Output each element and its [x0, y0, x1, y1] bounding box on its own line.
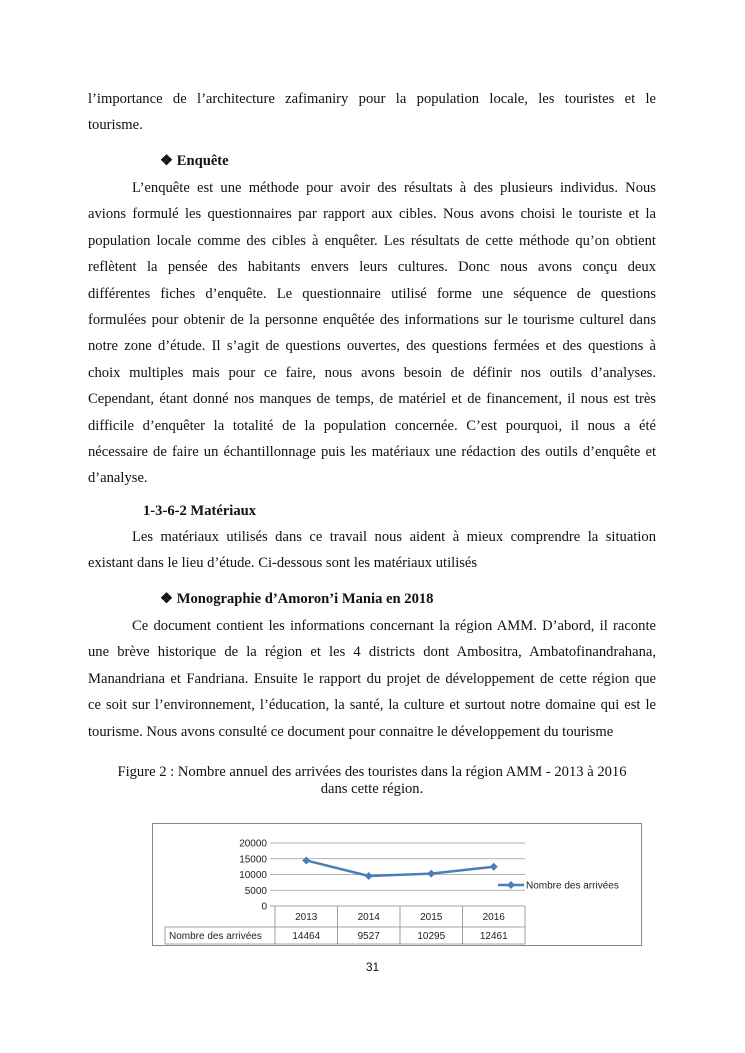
page-number: 31 [365, 960, 380, 974]
text-line: difficile d’enquêter la totalité de la population concernée. C’est pourquoi, il nous a été [88, 417, 656, 434]
text-line: Manandriana et Fandriana. Ensuite le rapport du projet de développement de cette région que [88, 670, 656, 687]
table-value: 14464 [292, 931, 321, 942]
y-tick-label: 5000 [244, 885, 267, 897]
text-line: une brève historique de la région et les 4 districts dont Ambositra, Ambatofinandrahana, [88, 644, 656, 661]
text-line: reflètent la pensée des habitants envers leurs cultures. Donc nous avons conçu deux [88, 259, 656, 276]
heading-monographie [160, 590, 433, 608]
x-tick-label: 2015 [420, 912, 443, 923]
bullet-diamond-icon: ❖ [160, 591, 177, 607]
heading-materiaux: 1-3-6-2 Matériaux [143, 503, 257, 519]
text-line: différentes fiches d’enquête. Le questionnaire utilisé forme une séquence de questions [88, 285, 656, 302]
text-line: existant dans le lieu d’étude. Ci-dessous sont les matériaux utilisés [88, 555, 478, 572]
text-line: tourisme. Nous avons consulté ce document pour connaitre le développement du tourisme [88, 723, 614, 740]
x-tick-label: 2014 [357, 912, 380, 923]
x-tick-label: 2016 [482, 912, 505, 923]
table-value: 10295 [417, 931, 446, 942]
line-chart [152, 823, 642, 946]
text-line: d’analyse. [88, 470, 148, 487]
heading-text: Monographie d’Amoron’i Mania en 2018 [176, 591, 434, 607]
figure-caption-line2: dans cette région. [320, 781, 424, 797]
text-line: nécessaire de faire un échantillonnage puis les matériaux une rédaction des outils d’enquête et [88, 444, 656, 460]
heading-enquete [160, 152, 229, 170]
text-line: choix multiples mais pour ce faire, nous avons besoin de définir nos outils d’analyses. [88, 364, 656, 381]
figure-caption: Figure 2 : Nombre annuel des arrivées des touristes dans la région AMM - 2013 à 2016 [117, 764, 627, 780]
table-value: 9527 [357, 931, 380, 942]
text-line: Les matériaux utilisés dans ce travail nous aident à mieux comprendre la situation [132, 529, 656, 545]
text-line: avions formulé les questionnaires par rapport aux cibles. Nous avons choisi le touriste et la [88, 206, 656, 223]
y-tick-label: 10000 [239, 870, 267, 881]
text-line: tourisme. [88, 117, 143, 133]
table-series-label: Nombre des arrivées [169, 931, 262, 942]
text-line: population locale comme des cibles à enquêter. Les résultats de cette méthode qu’on obtient [88, 232, 656, 249]
y-tick-label: 15000 [239, 854, 267, 866]
text-line: l’importance de l’architecture zafimaniry pour la population locale, les touristes et le [88, 91, 656, 107]
text-line: Cependant, étant donné nos manques de temps, de matériel et de financement, il nous est très [88, 391, 656, 408]
text-line: formulées pour obtenir de la personne enquêtée des informations sur le tourisme culturel dans [88, 312, 656, 328]
bullet-diamond-icon: ❖ [160, 153, 177, 169]
text-line: L’enquête est une méthode pour avoir des résultats à des plusieurs individus. Nous [132, 180, 656, 196]
x-tick-label: 2013 [295, 912, 318, 923]
text-line: ce soit sur l’environnement, l’éducation, la santé, la culture et surtout notre domaine qui est le [88, 697, 656, 714]
y-tick-label: 0 [261, 901, 267, 913]
table-value: 12461 [479, 931, 508, 942]
text-line: Ce document contient les informations concernant la région AMM. D’abord, il raconte [132, 618, 656, 634]
legend-label: Nombre des arrivées [526, 880, 619, 892]
heading-text: Enquête [176, 153, 229, 169]
text-line: notre zone d’étude. Il s’agit de questions ouvertes, des questions fermées et des questions à [88, 338, 656, 355]
y-tick-label: 20000 [239, 838, 267, 850]
